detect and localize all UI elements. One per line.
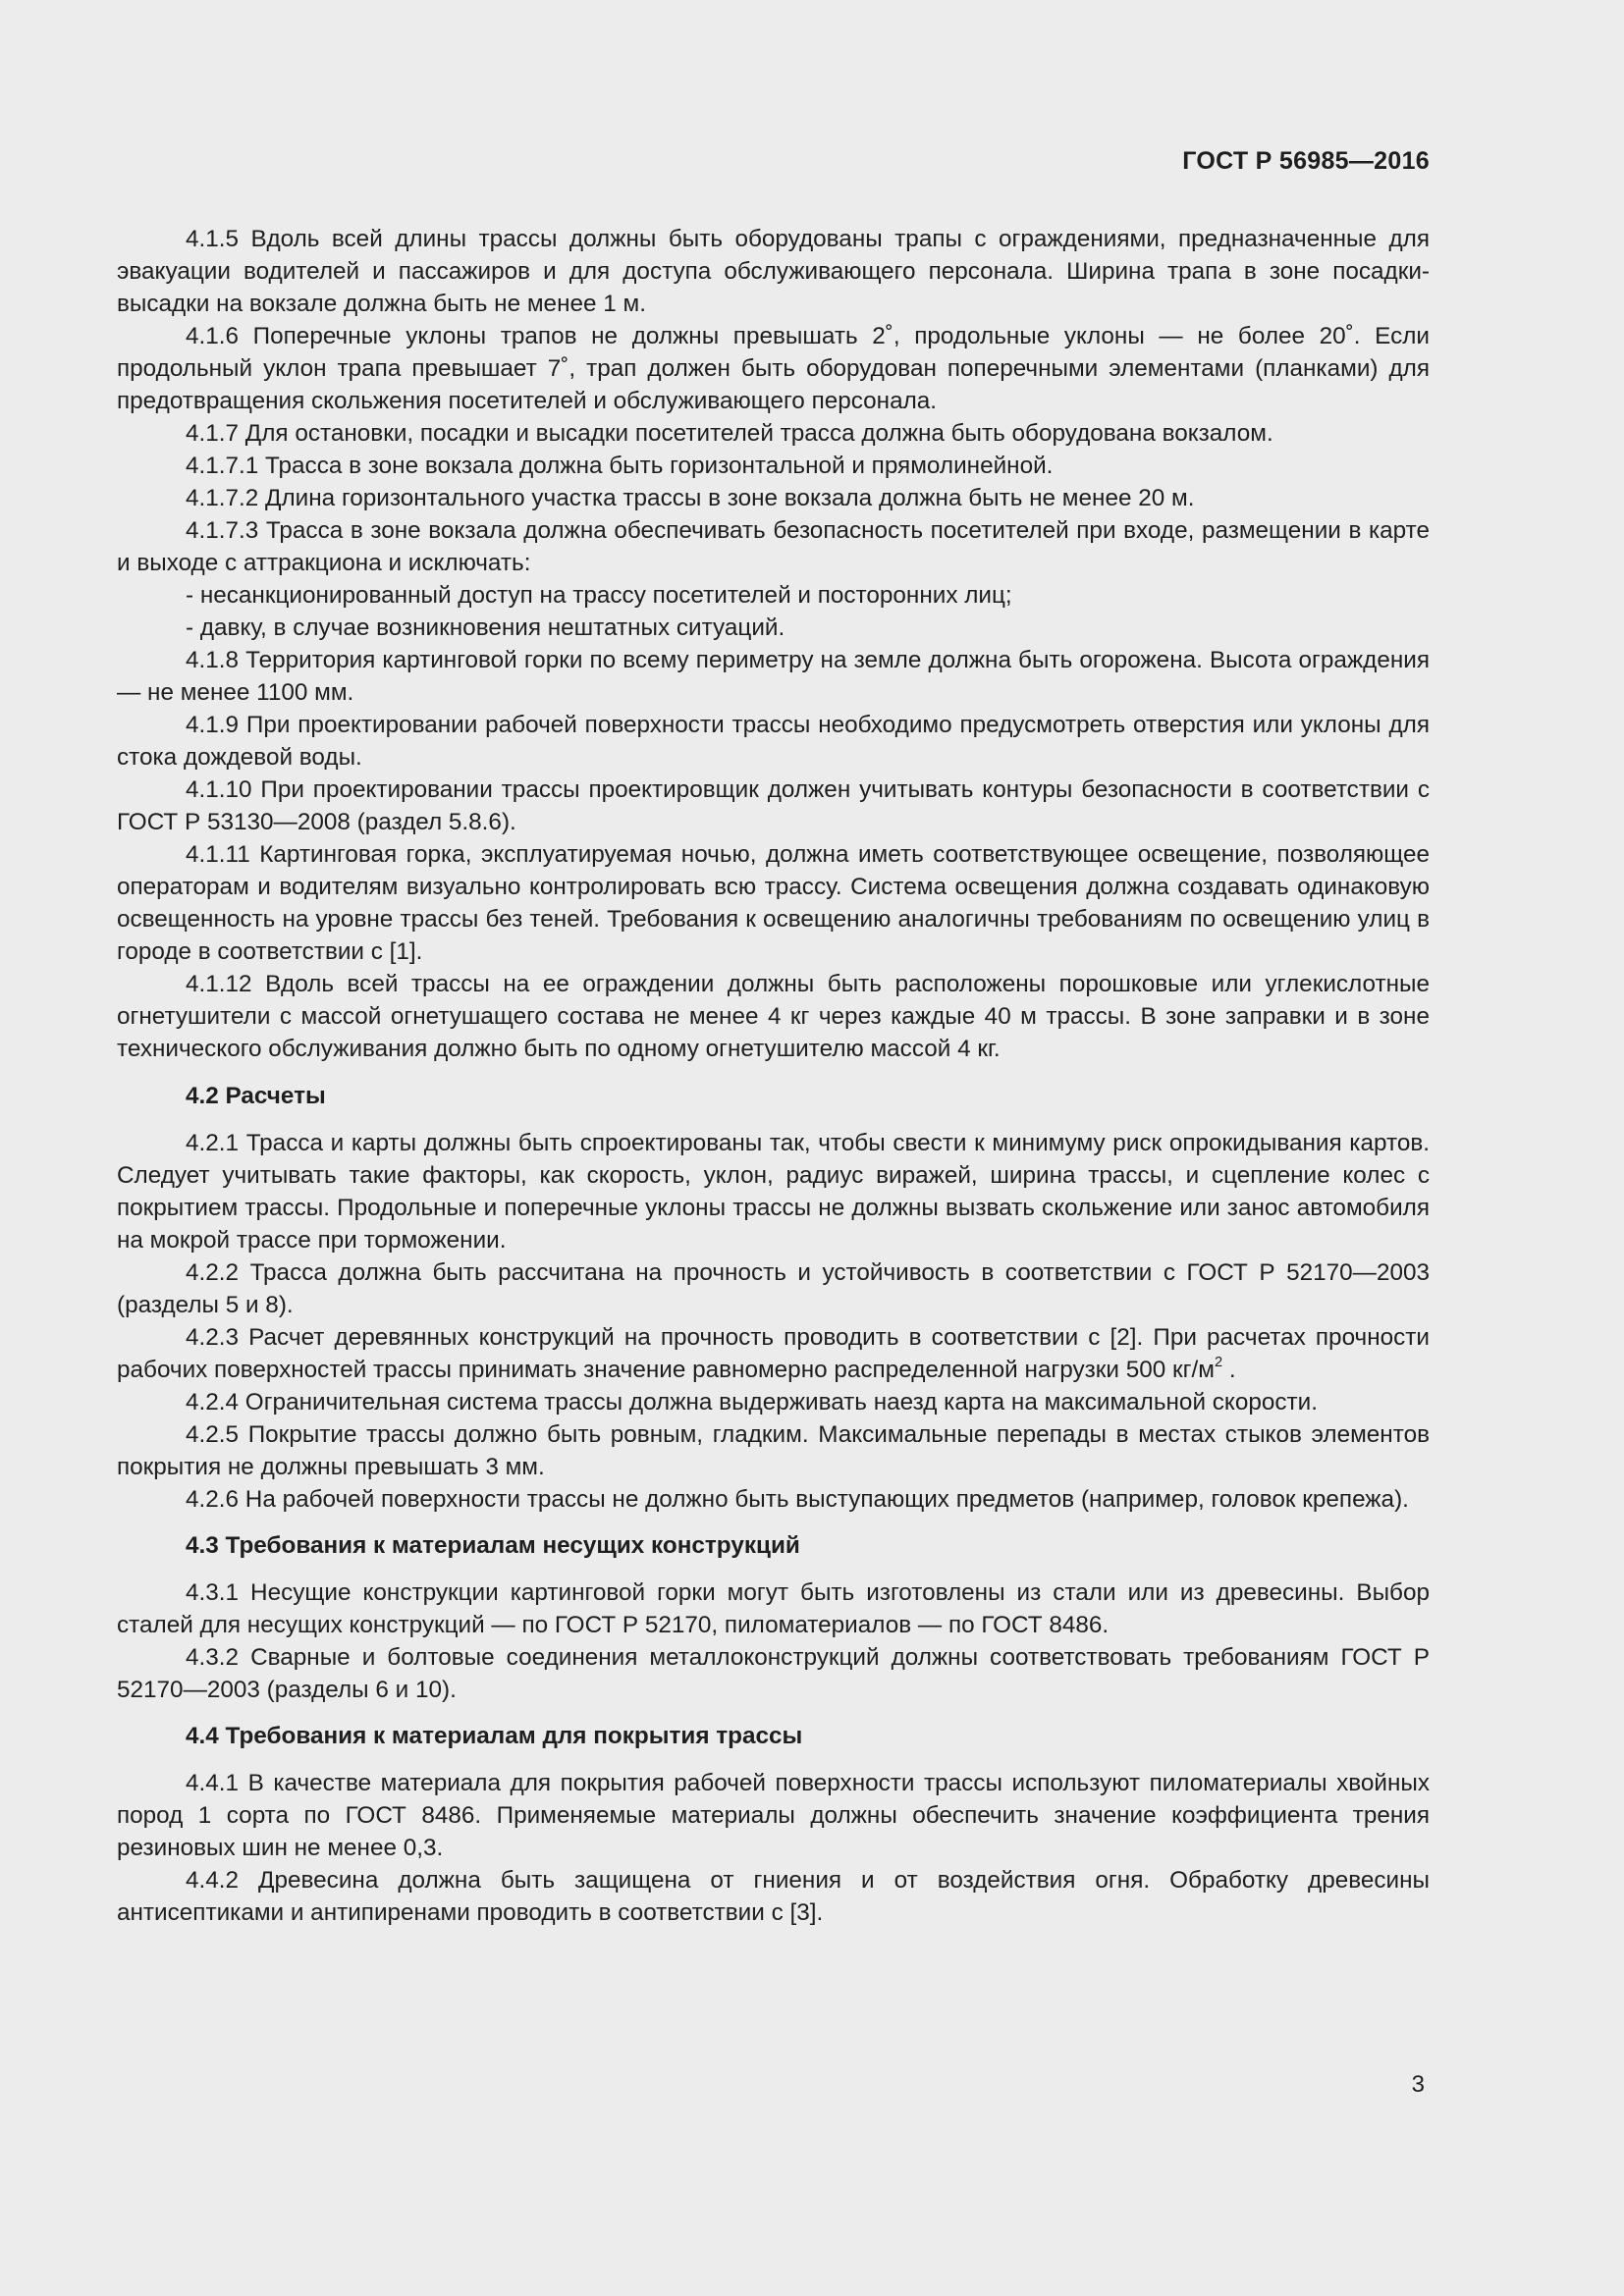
document-body <box>117 223 1430 1929</box>
paragraph-4-1-5: 4.1.5 Вдоль всей длины трассы должны быть оборудованы трапы с ограждениями, предназначенные для эвакуации водителей и пассажиров и для доступа обслуживающего персонала. Ширина трапа в зоне посадки-высадки на вокзале должна быть не менее 1 м. <box>117 226 1430 317</box>
superscript-exponent: 2 <box>1214 1355 1223 1371</box>
paragraph-4-1-11: 4.1.11 Картинговая горка, эксплуатируемая ночью, должна иметь соответствующее освещение, позволяющее операторам и водителям визуально контролировать всю трассу. Система освещения должна создавать одинаковую освещенность на уровне трассы без теней. Требования к освещению аналогичны требованиям по освещению улиц в городе в соответствии с [1]. <box>117 841 1430 965</box>
paragraph-4-2-6: 4.2.6 На рабочей поверхности трассы не должно быть выступающих предметов (например, головок крепежа). <box>186 1486 1409 1513</box>
paragraph-4-1-7-2: 4.1.7.2 Длина горизонтального участка трассы в зоне вокзала должна быть не менее 20 м. <box>186 485 1195 511</box>
paragraph-4-2-4: 4.2.4 Ограничительная система трассы должна выдерживать наезд карта на максимальной скорости. <box>186 1389 1318 1415</box>
section-heading-4-3: 4.3 Требования к материалам несущих конструкций <box>186 1532 800 1559</box>
paragraph-4-3-1: 4.3.1 Несущие конструкции картинговой горки могут быть изготовлены из стали или из древесины. Выбор сталей для несущих конструкций — по ГОСТ Р 52170, пиломатериалов — по ГОСТ 8486. <box>117 1579 1430 1638</box>
paragraph-4-2-3-text: 4.2.3 Расчет деревянных конструкций на прочность проводить в соответствии с [2]. При расчетах прочности рабочих поверхностей трассы принимать значение равномерно распределенной нагрузки 500 кг/м <box>117 1324 1430 1383</box>
list-item: - давку, в случае возникновения нештатных ситуаций. <box>186 614 785 641</box>
section-heading-4-4: 4.4 Требования к материалам для покрытия трассы <box>186 1723 803 1749</box>
paragraph-4-1-7-3: 4.1.7.3 Трасса в зоне вокзала должна обеспечивать безопасность посетителей при входе, размещении в карте и выходе с аттракциона и исключать: <box>117 517 1430 576</box>
paragraph-4-1-7: 4.1.7 Для остановки, посадки и высадки посетителей трасса должна быть оборудована вокзалом. <box>186 420 1273 447</box>
standard-code-header: ГОСТ Р 56985—2016 <box>1182 147 1430 175</box>
paragraph-4-1-10: 4.1.10 При проектировании трассы проектировщик должен учитывать контуры безопасности в соответствии с ГОСТ Р 53130—2008 (раздел 5.8.6). <box>117 776 1430 835</box>
paragraph-4-2-5: 4.2.5 Покрытие трассы должно быть ровным, гладким. Максимальные перепады в местах стыков элементов покрытия не должны превышать 3 мм. <box>117 1421 1430 1480</box>
paragraph-4-3-2: 4.3.2 Сварные и болтовые соединения металлоконструкций должны соответствовать требованиям ГОСТ Р 52170—2003 (разделы 6 и 10). <box>117 1644 1430 1703</box>
paragraph-4-1-12: 4.1.12 Вдоль всей трассы на ее ограждении должны быть расположены порошковые или углекислотные огнетушители с массой огнетушащего состава не менее 4 кг через каждые 40 м трассы. В зоне заправки и в зоне технического обслуживания должно быть по одному огнетушителю массой 4 кг. <box>117 971 1430 1062</box>
paragraph-4-1-8: 4.1.8 Территория картинговой горки по всему периметру на земле должна быть огорожена. Высота ограждения — не менее 1100 мм. <box>117 647 1430 706</box>
page-number: 3 <box>1411 2071 1425 2098</box>
paragraph-4-1-6: 4.1.6 Поперечные уклоны трапов не должны превышать 2˚, продольные уклоны — не более 20˚. Если продольный уклон трапа превышает 7˚, трап должен быть оборудован поперечными элементами (планками) для предотвращения скольжения посетителей и обслуживающего персонала. <box>117 323 1430 414</box>
paragraph-4-4-1: 4.4.1 В качестве материала для покрытия рабочей поверхности трассы используют пиломатериалы хвойных пород 1 сорта по ГОСТ 8486. Применяемые материалы должны обеспечить значение коэффициента трения резиновых шин не менее 0,3. <box>117 1770 1430 1861</box>
paragraph-4-4-2: 4.4.2 Древесина должна быть защищена от гниения и от воздействия огня. Обработку древесины антисептиками и антипиренами проводить в соответствии с [3]. <box>117 1867 1430 1926</box>
section-heading-4-2: 4.2 Расчеты <box>186 1083 326 1109</box>
paragraph-4-2-3 <box>117 1321 1430 1386</box>
paragraph-4-1-7-1: 4.1.7.1 Трасса в зоне вокзала должна быть горизонтальной и прямолинейной. <box>186 453 1054 479</box>
paragraph-4-2-1: 4.2.1 Трасса и карты должны быть спроектированы так, чтобы свести к минимуму риск опрокидывания картов. Следует учитывать такие факторы, как скорость, уклон, радиус виражей, ширина трассы, и сцепление колес с покрытием трассы. Продольные и поперечные уклоны трассы не должны вызвать скольжение или занос автомобиля на мокрой трассе при торможении. <box>117 1130 1430 1254</box>
paragraph-4-2-2: 4.2.2 Трасса должна быть рассчитана на прочность и устойчивость в соответствии с ГОСТ Р 52170—2003 (разделы 5 и 8). <box>117 1259 1430 1318</box>
paragraph-4-1-9: 4.1.9 При проектировании рабочей поверхности трассы необходимо предусмотреть отверстия или уклоны для стока дождевой воды. <box>117 712 1430 771</box>
paragraph-4-2-3-end: . <box>1222 1357 1236 1383</box>
list-item: - несанкционированный доступ на трассу посетителей и посторонних лиц; <box>186 582 1012 609</box>
